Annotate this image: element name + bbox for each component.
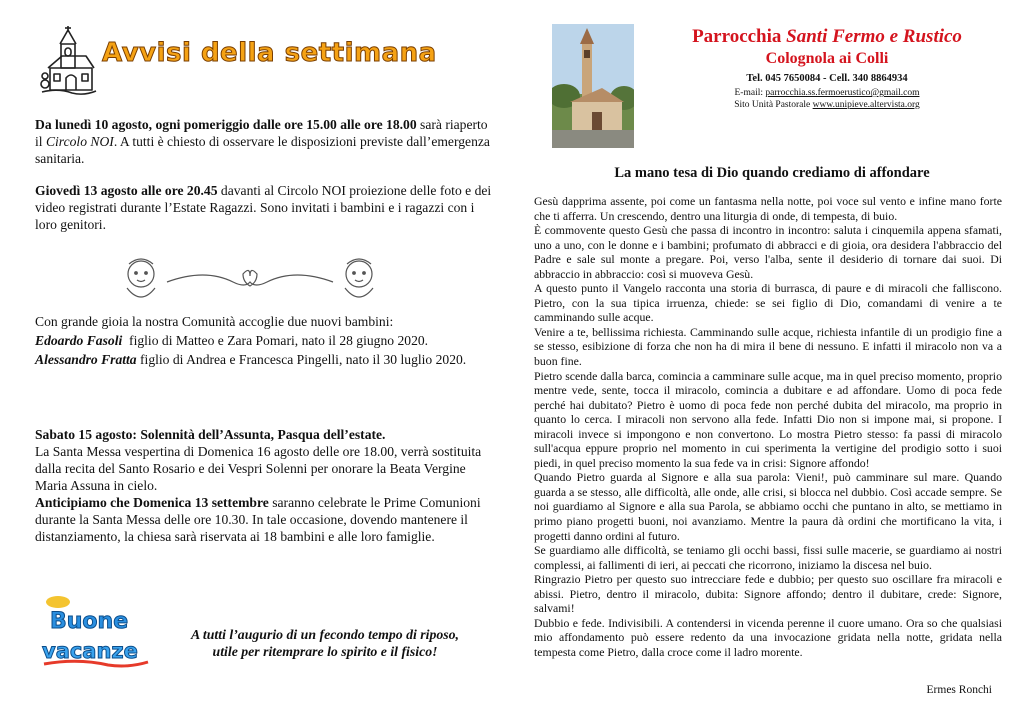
babies-decoration-icon <box>105 254 395 306</box>
svg-text:Buone: Buone <box>50 609 129 634</box>
baby1-name: Edoardo Fasoli <box>35 333 123 348</box>
notice-video-date: Giovedì 13 agosto alle ore 20.45 <box>35 183 218 198</box>
notice-video <box>35 182 495 233</box>
closing-wish-line1: A tutti l’augurio di un fecondo tempo di riposo, <box>191 627 459 642</box>
notice-circolo-text-pre: sarà riaperto il <box>35 117 488 149</box>
notice-assunta-title: Sabato 15 agosto: Solennità dell’Assunta, Pasqua dell’estate. <box>35 427 386 442</box>
parish-phone: Tel. 045 7650084 - Cell. 340 8864934 <box>746 73 908 84</box>
article-paragraph: Quando Pietro guarda al Signore e alla sua parola: Vieni!, può camminare sul mare. Quando guarda a se stesso, alle difficoltà, alle onde, alle crisi, si blocca nel dubbio. Così accade sempre. Se noi guardiamo al Signore e alla sua Parola, se abbiamo occhi che puntano in alto, se mettiamo in primo piano progetti buoni, noi avanziamo. Mentre la paura dà ordini che mortificano la vita, i progetti danno ordini al futuro. <box>534 470 1002 543</box>
notice-comunioni-date: Anticipiamo che Domenica 13 settembre <box>35 495 269 510</box>
baby2-name: Alessandro Fratta <box>35 352 137 367</box>
parish-prefix: Parrocchia <box>692 26 782 47</box>
article-paragraph: Venire a te, bellissima richiesta. Camminando sulle acque, richiesta infantile di un prodigio fine a se stesso, esibizione di forza che non ha di mira il bene di nessuno. E infatti il miracolo non va a buon fine. <box>534 324 1002 369</box>
parish-column <box>512 0 1024 724</box>
page-title: Avvisi della settimana <box>102 38 437 68</box>
closing-wish <box>160 626 490 660</box>
notice-circolo <box>35 116 495 167</box>
notice-assunta-text: La Santa Messa vespertina di Domenica 16 agosto delle ore 18.00, verrà sostituita dalla recita del Santo Rosario e dei Vespri Solenni per onorare la Beata Vergine Maria Assuna in cielo. <box>35 444 482 493</box>
parish-site-line <box>652 100 1002 110</box>
article-paragraph: È commovente questo Gesù che passa di incontro in incontro: saluta i cinquemila appena sfamati, uno a uno, con le donne e i bambini; profumato di abbracci e di gioia, ora desidera l'abbraccio del Padre e sale sul monte a pregare. Poi, verso l'alba, sente il desiderio di tornare dai suoi. Di abbraccio in abbraccio: così si muoveva Gesù. <box>534 223 1002 281</box>
parish-email-line <box>652 88 1002 98</box>
article-paragraph: Dubbio e fede. Indivisibili. A contendersi in vicenda perenne il cuore umano. Ora so che qualsiasi mio affondamento può essere redento da una invocazione gridata nella notte, gridata nella tempesta come Pietro, dalla croce come il ladro morente. <box>534 615 1002 659</box>
article-paragraph: Ringrazio Pietro per questo suo intrecciare fede e dubbio; per questo suo oscillare fra miracoli e abissi. Pietro, dentro il miracolo, dubita: Signore affondo; dentro il dubitare, crede: Signore, salvami! <box>534 572 1002 616</box>
closing-wish-line2: utile per ritemprare lo spirito e il fisico! <box>212 644 438 659</box>
church-photo <box>552 24 634 148</box>
baby2-text: figlio di Andrea e Francesca Pingelli, nato il 30 luglio 2020. <box>140 352 467 367</box>
church-drawing-icon <box>38 26 98 96</box>
parish-saints: Santi Fermo e Rustico <box>786 26 962 47</box>
baby1-text: figlio di Matteo e Zara Pomari, nato il 28 giugno 2020. <box>129 333 429 348</box>
notice-comunioni <box>35 494 495 545</box>
notice-circolo-name: Circolo NOI <box>45 134 114 149</box>
article-paragraph: A questo punto il Vangelo racconta una storia di burrasca, di paure e di miracoli che falliscono. Pietro, con la sua tipica irruenza, chiede: se sei figlio di Dio, comandami di venire a te camminando sulle acque. <box>534 281 1002 325</box>
article-title: La mano tesa di Dio quando crediamo di affondare <box>614 165 930 181</box>
article-author: Ermes Ronchi <box>926 684 992 696</box>
notice-circolo-text-post: . A tutti è chiesto di osservare le disposizioni previste dall’emergenza sanitaria. <box>35 134 490 166</box>
email-label: E-mail: <box>734 88 763 98</box>
site-link[interactable]: www.unipieve.altervista.org <box>812 100 920 110</box>
article-paragraph: Se guardiamo alle difficoltà, se teniamo gli occhi bassi, fissi sulle macerie, se guardiamo ai nostri complessi, ai fallimenti di ieri, ai peccati che ricorrono, iniziamo la discesa nel buio. <box>534 543 1002 572</box>
article-paragraph: Gesù dapprima assente, poi come un fantasma nella notte, poi voce sul vento e infine mano forte che ti afferra. Un crescendo, dentro una liturgia di onde, di tempesta, di buio. <box>534 194 1002 223</box>
parish-name <box>652 26 1002 48</box>
babies-intro: Con grande gioia la nostra Comunità accoglie due nuovi bambini: <box>35 314 394 329</box>
buone-vacanze-logo <box>38 592 153 670</box>
email-link[interactable]: parrocchia.ss.fermoerustico@gmail.com <box>765 88 920 98</box>
notice-assunta <box>35 426 495 494</box>
parish-place: Colognola ai Colli <box>765 50 889 67</box>
notice-comunioni-text: saranno celebrate le Prime Comunioni durante la Santa Messa delle ore 10.30. In tale occasione, dovendo mantenere il distanziamento, la chiesa sarà riservata ai 18 bambini e alle loro famiglie. <box>35 495 481 544</box>
notice-circolo-date: Da lunedì 10 agosto, ogni pomeriggio dalle ore 15.00 alle ore 18.00 <box>35 117 417 132</box>
notice-video-text: davanti al Circolo NOI proiezione delle foto e dei video registrati durante l’Estate Ragazzi. Sono invitati i bambini e i ragazzi con i loro genitori. <box>35 183 492 232</box>
article-body <box>534 194 1002 660</box>
notice-babies <box>35 313 495 368</box>
site-label: Sito Unità Pastorale <box>734 100 811 110</box>
svg-text:vacanze: vacanze <box>42 639 138 663</box>
article-paragraph: Pietro scende dalla barca, comincia a camminare sulle acque, ma in quel preciso momento, proprio mentre vede, sente, tocca il miracolo, comincia a dubitare e ad affondare. Uomo di poca fede perché hai dubitato? Pietro è uomo di poca fede non perché dubita del miracolo, ma proprio in quanto lo cerca. I miracoli non servono alla fede. Infatti Dio non si impone mai, si propone. I miracoli invece si impongono e non convertono. Lo mostra Pietro stesso: fa passi di miracolo sull'acqua eppure proprio nel momento in cui sperimenta la vertigine del prodigio sotto i suoi piedi, in quel preciso momento la sua fede va in crisi: Signore affondo! <box>534 368 1002 470</box>
